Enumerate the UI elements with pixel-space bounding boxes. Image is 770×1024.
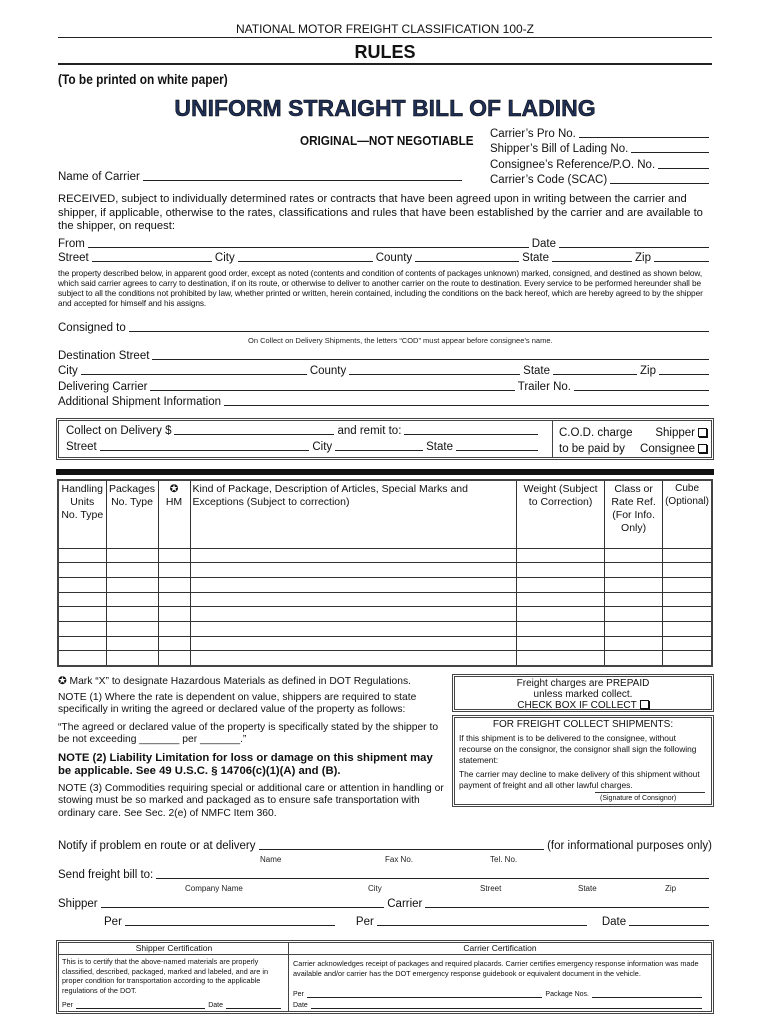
street-field[interactable]	[92, 261, 212, 262]
table-cell[interactable]	[106, 621, 158, 636]
shipper-label: Shipper	[58, 898, 98, 910]
table-cell[interactable]	[663, 621, 712, 636]
state-field[interactable]	[552, 261, 632, 262]
dest-street-row	[58, 350, 712, 362]
table-cell[interactable]	[663, 577, 712, 592]
state-sublabel: State	[578, 884, 597, 893]
county-field[interactable]	[415, 261, 519, 262]
table-cell[interactable]	[663, 607, 712, 622]
carrier-field[interactable]	[425, 907, 709, 908]
pro-no-field[interactable]	[579, 137, 709, 138]
table-cell[interactable]	[106, 651, 158, 666]
carrier-cert-sign: Per Package Nos.	[293, 990, 705, 1000]
from-field[interactable]	[88, 247, 529, 248]
consignee-option[interactable]: Consignee	[640, 441, 707, 457]
table-cell[interactable]	[517, 563, 605, 578]
col-cube: Cube (Optional)	[663, 480, 712, 548]
table-cell[interactable]	[517, 636, 605, 651]
table-row	[58, 636, 712, 651]
table-cell[interactable]	[517, 577, 605, 592]
table-cell[interactable]	[58, 607, 106, 622]
notify-field[interactable]	[259, 849, 545, 850]
prepaid-text: Freight charges are PREPAID	[516, 678, 650, 689]
cod-amount-field[interactable]	[174, 434, 334, 435]
table-cell[interactable]	[106, 577, 158, 592]
original-label: ORIGINAL—NOT NEGOTIABLE	[300, 133, 474, 148]
prepaid-box	[452, 674, 714, 712]
from-label: From	[58, 238, 85, 250]
table-cell[interactable]	[605, 621, 663, 636]
shipper-option[interactable]: Shipper	[640, 425, 707, 441]
table-cell[interactable]	[190, 577, 517, 592]
table-row	[58, 577, 712, 592]
table-cell[interactable]	[517, 592, 605, 607]
county-label: County	[375, 252, 413, 264]
bol-no-label: Shipper’s Bill of Lading No.	[490, 143, 629, 155]
dest-street-label: Destination Street	[58, 350, 150, 362]
delivering-carrier-label: Delivering Carrier	[58, 381, 148, 393]
table-row	[58, 607, 712, 622]
date-field[interactable]	[559, 247, 709, 248]
table-cell[interactable]	[158, 577, 190, 592]
cert-per-field[interactable]	[76, 1008, 205, 1009]
street-sublabel: Street	[480, 884, 502, 893]
dest-county-label: County	[309, 365, 347, 377]
cod-box	[56, 418, 714, 460]
col-weight: Weight (Subject to Correction)	[517, 480, 605, 548]
divider	[58, 37, 712, 38]
table-row	[58, 563, 712, 578]
col-hm: ✪ HM	[158, 480, 190, 548]
cod-city-field[interactable]	[335, 450, 423, 451]
city-sublabel: City	[368, 884, 382, 893]
items-table	[57, 479, 713, 667]
city-field[interactable]	[238, 261, 373, 262]
carrier-cert-date: Date	[293, 1001, 705, 1011]
notify-label: Notify if problem en route or at delivery	[58, 840, 256, 852]
city-label: City	[214, 252, 235, 264]
table-cell[interactable]	[158, 548, 190, 563]
carrier-cert-text: Carrier acknowledges receipt of packages and required placards. Carrier certifies emergency response information was made available and/or carrier has the DOT emergency response guidebook or equivalent document in the vehicle.	[293, 959, 699, 978]
checkbox-icon[interactable]	[698, 444, 707, 453]
hm-note: ✪ Mark “X” to designate Hazardous Materials as defined in DOT Regulations.	[58, 676, 411, 687]
table-cell[interactable]	[663, 651, 712, 666]
table-cell[interactable]	[106, 592, 158, 607]
table-cell[interactable]	[517, 548, 605, 563]
table-cell[interactable]	[158, 651, 190, 666]
table-cell[interactable]	[517, 607, 605, 622]
rules-heading: RULES	[354, 42, 416, 62]
dest-zip-label: Zip	[640, 365, 656, 377]
table-row	[58, 592, 712, 607]
table-cell[interactable]	[106, 563, 158, 578]
dest-county-field[interactable]	[349, 374, 520, 375]
notify-row	[58, 840, 712, 852]
per-label: Per	[104, 916, 122, 928]
delivering-carrier-field[interactable]	[150, 390, 514, 391]
tel-sublabel: Tel. No.	[490, 855, 518, 864]
table-row	[58, 651, 712, 666]
table-cell[interactable]	[605, 607, 663, 622]
document-title: UNIFORM STRAIGHT BILL OF LADING	[174, 95, 596, 121]
remit-field[interactable]	[404, 434, 538, 435]
table-cell[interactable]	[106, 636, 158, 651]
table-cell[interactable]	[663, 548, 712, 563]
table-cell[interactable]	[663, 636, 712, 651]
freight-bill-row	[58, 869, 712, 881]
dest-state-field[interactable]	[553, 374, 637, 375]
table-cell[interactable]	[158, 607, 190, 622]
note-2: NOTE (2) Liability Limitation for loss or damage on this shipment may be applicable. See 49 U.S.C. § 14706(c)(1)(A) and (B).	[58, 751, 433, 777]
scac-label: Carrier’s Code (SCAC)	[490, 174, 608, 186]
thick-divider	[56, 469, 714, 475]
table-cell[interactable]	[158, 621, 190, 636]
declared-value: “The agreed or declared value of the property is specifically stated by the shipper to be not exceeding _______ per _______.”	[58, 721, 439, 745]
table-cell[interactable]	[58, 577, 106, 592]
prepaid-text: unless marked collect.	[533, 689, 633, 700]
divider	[58, 63, 712, 65]
shipper-cert-title: Shipper Certification	[135, 943, 213, 953]
package-nos-field[interactable]	[592, 997, 702, 998]
po-no-field[interactable]	[658, 168, 709, 169]
remit-label: and remit to:	[337, 425, 402, 437]
cod-paid-by-label: to be paid by	[559, 443, 625, 455]
dest-city-row	[58, 365, 712, 377]
table-cell[interactable]	[158, 592, 190, 607]
print-note: (To be printed on white paper)	[58, 71, 228, 87]
table-cell[interactable]	[605, 563, 663, 578]
note-1: NOTE (1) Where the rate is dependent on value, shippers are required to state specifically in writing the agreed or declared value of the property as follows:	[58, 691, 417, 715]
additional-info-label: Additional Shipment Information	[58, 396, 222, 408]
street-label: Street	[58, 252, 89, 264]
cod-city-label: City	[312, 441, 333, 453]
classification-header: NATIONAL MOTOR FREIGHT CLASSIFICATION 100-Z	[235, 22, 535, 36]
carrier-label: Carrier	[387, 898, 423, 910]
table-cell[interactable]	[517, 621, 605, 636]
shipper-cert-sign: Per Date	[62, 1001, 284, 1011]
freight-bill-field[interactable]	[156, 878, 709, 879]
date-label: Date	[601, 916, 627, 928]
checkbox-icon[interactable]	[640, 700, 649, 709]
po-no-label: Consignee’s Reference/P.O. No.	[490, 158, 656, 171]
carrier-name-row	[58, 171, 465, 183]
carrier-cert-title: Carrier Certification	[463, 943, 537, 953]
cod-charge-label: C.O.D. charge	[559, 427, 633, 439]
table-row	[58, 621, 712, 636]
cod-label: Collect on Delivery $	[66, 425, 172, 437]
table-cell[interactable]	[663, 563, 712, 578]
delivering-carrier-row	[58, 381, 712, 393]
checkbox-icon[interactable]	[698, 428, 707, 437]
additional-info-row	[58, 396, 712, 408]
table-cell[interactable]	[605, 548, 663, 563]
company-sublabel: Company Name	[185, 884, 243, 893]
collect-text: The carrier may decline to make delivery of this shipment without payment of freight and all other lawful charges.	[459, 769, 700, 790]
cod-row	[66, 425, 541, 437]
carrier-cert-date-field[interactable]	[311, 1008, 702, 1009]
consigned-row	[58, 322, 712, 334]
table-cell[interactable]	[605, 577, 663, 592]
per-label: Per	[355, 916, 374, 928]
scac-field[interactable]	[610, 183, 709, 184]
consigned-field[interactable]	[129, 331, 709, 332]
received-text: RECEIVED, subject to individually determined rates or contracts that have been agreed upon in writing between the carrier and shipper, if applicable, otherwise to the rates, classifications and rules that have been established by the carrier and are available to the shipper, on request:	[58, 193, 703, 232]
cert-date-field[interactable]	[226, 1008, 281, 1009]
col-packages: Packages No. Type	[106, 480, 158, 548]
per-row	[104, 916, 712, 928]
freight-collect-box	[452, 715, 714, 807]
zip-sublabel: Zip	[665, 884, 677, 893]
cod-state-label: State	[426, 441, 453, 453]
table-cell[interactable]	[190, 548, 517, 563]
name-sublabel: Name	[260, 855, 282, 864]
table-cell[interactable]	[190, 563, 517, 578]
table-cell[interactable]	[190, 621, 517, 636]
table-cell[interactable]	[106, 607, 158, 622]
table-cell[interactable]	[106, 548, 158, 563]
state-label: State	[522, 252, 550, 264]
info-label: (for informational purposes only)	[547, 840, 712, 852]
col-description: Kind of Package, Description of Articles, Special Marks and Exceptions (Subject to correction)	[190, 480, 517, 548]
dest-city-field[interactable]	[81, 374, 307, 375]
table-cell[interactable]	[158, 563, 190, 578]
shipper-cert-text: This is to certify that the above-named materials are properly classified, described, packaged, marked and labeled, and are in proper condition for transportation according to the applicable regulations of the DOT.	[62, 957, 269, 995]
certification-box	[56, 940, 714, 1014]
cod-street-label: Street	[66, 441, 97, 453]
carrier-name-field[interactable]	[143, 180, 462, 181]
table-cell[interactable]	[58, 592, 106, 607]
carrier-name-label: Name of Carrier	[58, 171, 140, 183]
dest-state-label: State	[523, 365, 551, 377]
pro-no-label: Carrier’s Pro No.	[490, 127, 576, 140]
table-cell[interactable]	[158, 636, 190, 651]
date-field[interactable]	[629, 925, 709, 926]
col-handling-units: Handling Units No. Type	[58, 480, 106, 548]
dest-street-field[interactable]	[152, 359, 709, 360]
table-cell[interactable]	[190, 651, 517, 666]
consignor-signature-line[interactable]	[595, 792, 705, 793]
dest-zip-field[interactable]	[659, 374, 709, 375]
terms-text: the property described below, in apparent good order, except as noted (contents and condition of contents of packages unknown) marked, consigned, and destined as shown below, which said carrier agrees to carry to destination, if on its route, or otherwise to deliver to another carrier on the route to destination. Every service to be performed hereunder shall be subject to all the conditions not prohibited by law, whether printed or written, herein contained, including the conditions on the back hereof, which are hereby agreed to by the shipper and accepted for himself and his assigns.	[58, 268, 703, 308]
col-class: Class or Rate Ref. (For Info. Only)	[605, 480, 663, 548]
zip-label: Zip	[635, 252, 651, 264]
carrier-cert-per-field[interactable]	[307, 997, 543, 998]
table-cell[interactable]	[663, 592, 712, 607]
carrier-per-field[interactable]	[377, 925, 587, 926]
shipper-carrier-row	[58, 898, 712, 910]
table-cell[interactable]	[58, 548, 106, 563]
cod-note: On Collect on Delivery Shipments, the letters “COD” must appear before consignee’s name.	[248, 336, 553, 345]
notes	[58, 676, 446, 820]
table-cell[interactable]	[58, 651, 106, 666]
shipper-field[interactable]	[101, 907, 385, 908]
table-cell[interactable]	[58, 621, 106, 636]
note-3: NOTE (3) Commodities requiring special or additional care or attention in handling or stowing must be so marked and packaged as to ensure safe transportation with ordinary care. See Sec. 2(e) of NMFC Item 360.	[58, 782, 444, 819]
cod-street-field[interactable]	[100, 450, 310, 451]
additional-info-field[interactable]	[224, 405, 709, 406]
reference-fields	[490, 124, 712, 186]
shipper-per-field[interactable]	[125, 925, 335, 926]
freight-bill-label: Send freight bill to:	[58, 869, 154, 881]
from-address-row	[58, 252, 712, 264]
fax-sublabel: Fax No.	[385, 855, 414, 864]
cod-state-field[interactable]	[456, 450, 538, 451]
cod-address-row	[66, 441, 541, 453]
bol-no-field[interactable]	[631, 152, 709, 153]
collect-text: If this shipment is to be delivered to the consignee, without recourse on the consignor, the consignor shall sign the following statement:	[459, 733, 697, 765]
table-cell[interactable]	[605, 636, 663, 651]
table-cell[interactable]	[58, 636, 106, 651]
table-cell[interactable]	[605, 651, 663, 666]
consigned-label: Consigned to	[58, 322, 126, 334]
table-cell[interactable]	[190, 607, 517, 622]
table-cell[interactable]	[190, 592, 517, 607]
table-cell[interactable]	[605, 592, 663, 607]
zip-field[interactable]	[654, 261, 709, 262]
table-cell[interactable]	[517, 651, 605, 666]
signature-label: (Signature of Consignor)	[600, 795, 677, 802]
table-row	[58, 548, 712, 563]
dest-city-label: City	[58, 365, 78, 377]
collect-checkbox[interactable]: CHECK BOX IF COLLECT	[455, 700, 711, 711]
table-cell[interactable]	[58, 563, 106, 578]
trailer-field[interactable]	[574, 390, 709, 391]
collect-title: FOR FREIGHT COLLECT SHIPMENTS:	[492, 719, 674, 730]
from-row	[58, 238, 712, 250]
date-label: Date	[531, 238, 556, 250]
table-cell[interactable]	[190, 636, 517, 651]
trailer-label: Trailer No.	[517, 381, 571, 393]
